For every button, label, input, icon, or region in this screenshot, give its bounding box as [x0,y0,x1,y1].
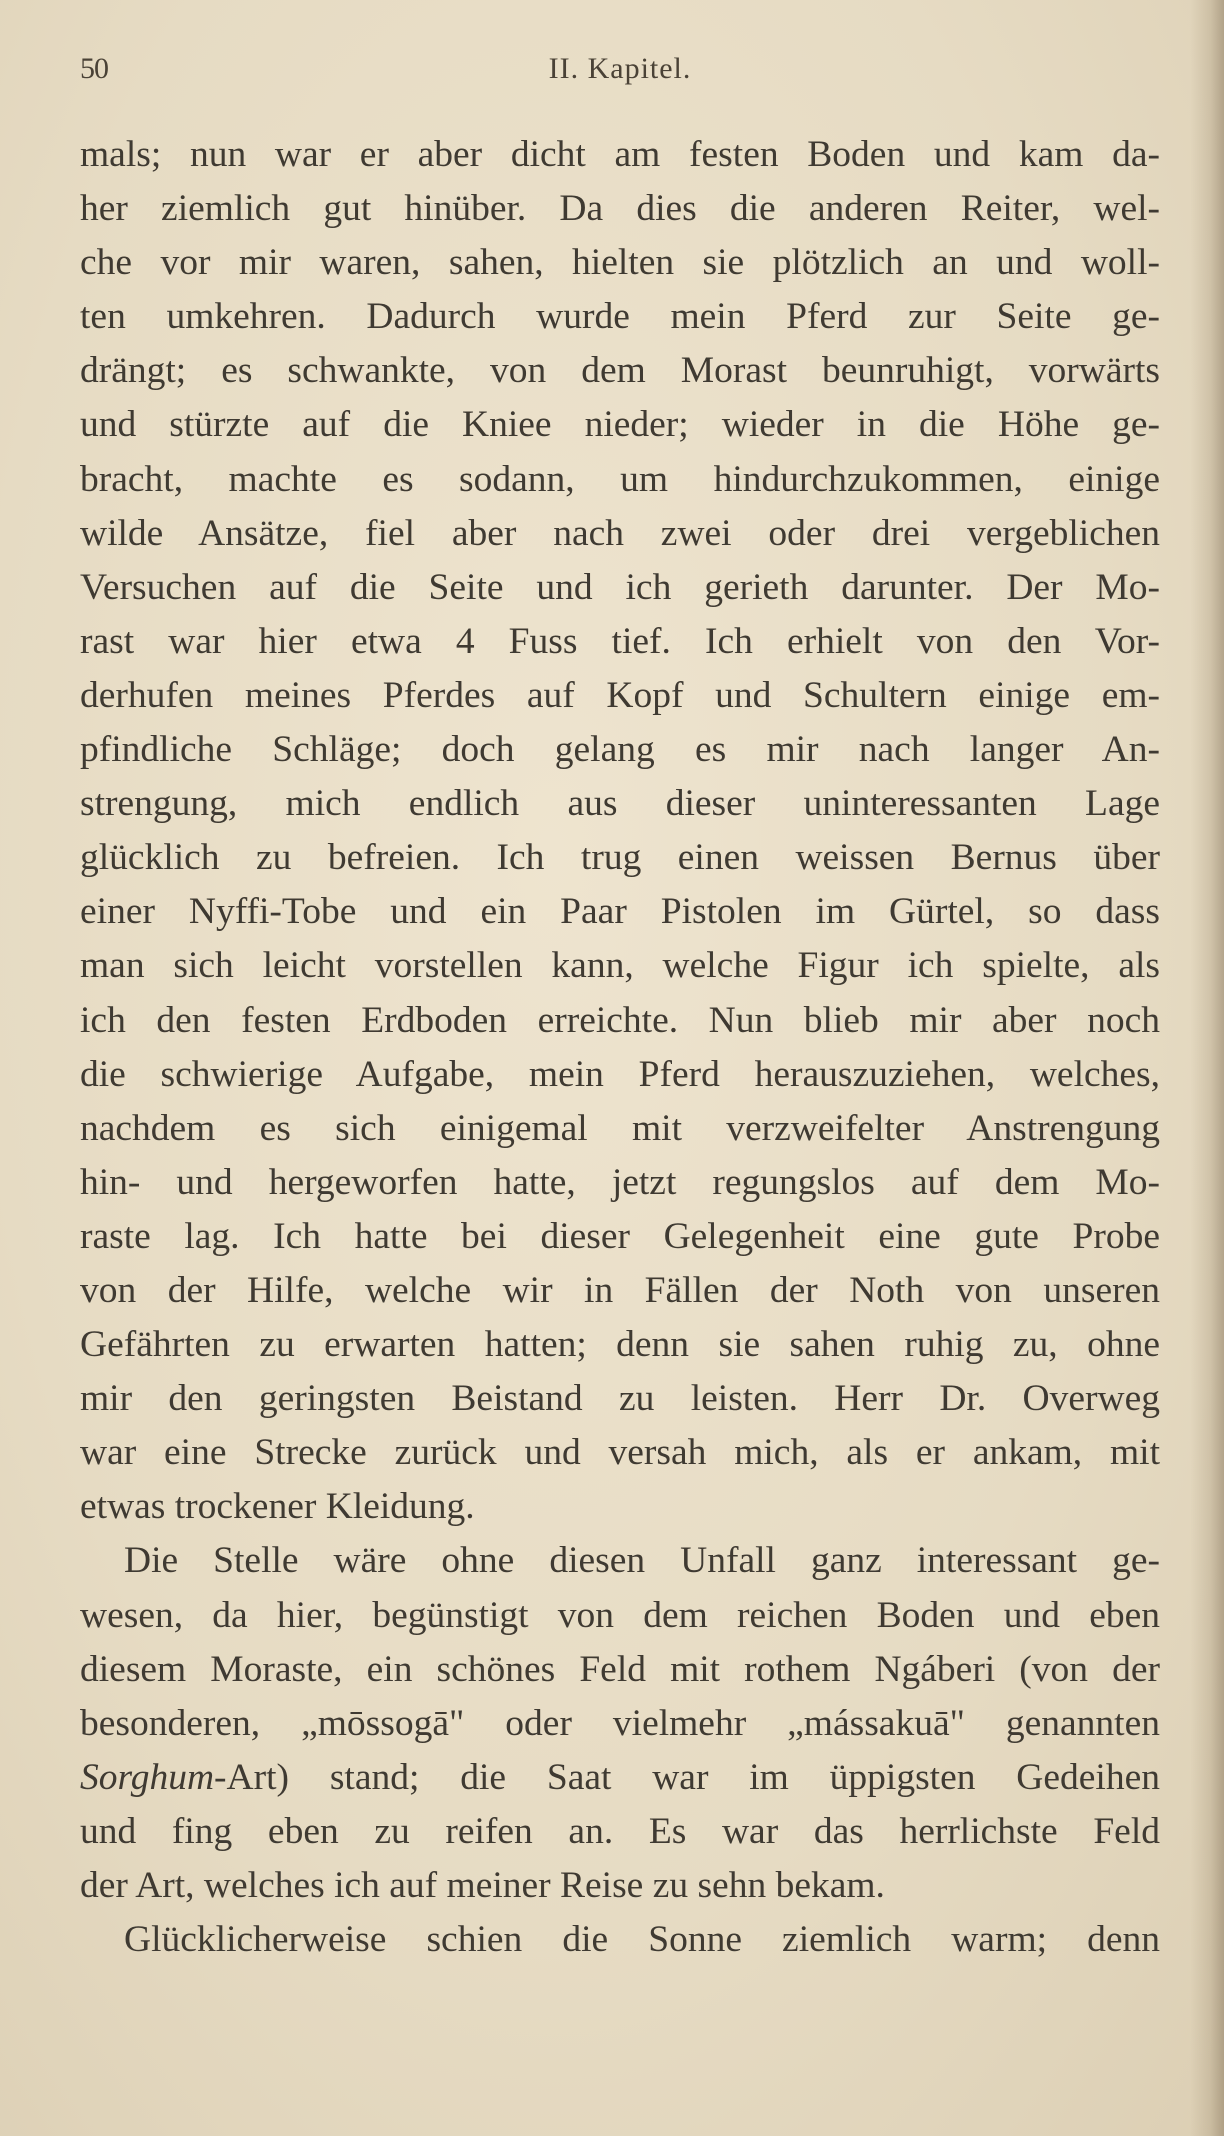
text-line: glücklich zu befreien. Ich trug einen weissen Bernus über [80,837,1160,879]
text-line: hin- und hergeworfen hatte, jetzt regungslos auf dem Mo- [80,1161,1160,1203]
text-line: Die Stelle wäre ohne diesen Unfall ganz interessant ge- [124,1540,1160,1582]
text-line: che vor mir waren, sahen, hielten sie plötzlich an und woll- [80,242,1160,284]
text-line: nachdem es sich einigemal mit verzweifelter Anstrengung [80,1107,1160,1149]
text-line: der Art, welches ich auf meiner Reise zu sehn bekam. [80,1865,885,1906]
text-line: besonderen, „mōssogā" oder vielmehr „mássakuā" genannten [80,1702,1160,1744]
text-line: ten umkehren. Dadurch wurde mein Pferd zur Seite ge- [80,296,1160,338]
page-number: 50 [80,52,108,85]
text-line: bracht, machte es sodann, um hindurchzukommen, einige [80,458,1160,500]
text-line-rest: Art) stand; die Saat war im üppigsten Gedeihen [226,1756,1160,1798]
text-line: man sich leicht vorstellen kann, welche Figur ich spielte, als [80,945,1160,987]
italic-word: Sorghum- [80,1756,227,1798]
text-line: her ziemlich gut hinüber. Da dies die anderen Reiter, wel- [80,188,1160,230]
text-line: mir den geringsten Beistand zu leisten. Herr Dr. Overweg [80,1378,1160,1420]
text-line-with-italic [80,1751,1160,1805]
text-line: derhufen meines Pferdes auf Kopf und Schultern einige em- [80,674,1160,716]
text-line: Gefährten zu erwarten hatten; denn sie sahen ruhig zu, ohne [80,1324,1160,1366]
text-line: Versuchen auf die Seite und ich gerieth darunter. Der Mo- [80,566,1160,608]
text-line: einer Nyffi-Tobe und ein Paar Pistolen im Gürtel, so dass [80,891,1160,933]
text-line: ich den festen Erdboden erreichte. Nun blieb mir aber noch [80,999,1160,1041]
text-line: etwas trockener Kleidung. [80,1486,475,1528]
text-line: raste lag. Ich hatte bei dieser Gelegenheit eine gute Probe [80,1215,1160,1257]
text-line: Glücklicherweise schien die Sonne ziemlich warm; denn [124,1919,1160,1961]
page-header [80,52,1160,92]
text-line: mals; nun war er aber dicht am festen Boden und kam da- [80,134,1160,175]
text-line: und fing eben zu reifen an. Es war das herrlichste Feld [80,1810,1160,1852]
spine-shadow [1190,0,1224,2136]
text-line: wesen, da hier, begünstigt von dem reichen Boden und eben [80,1594,1160,1636]
text-line: von der Hilfe, welche wir in Fällen der Noth von unseren [80,1269,1160,1311]
text-line: drängt; es schwankte, von dem Morast beunruhigt, vorwärts [80,350,1160,392]
text-line: und stürzte auf die Kniee nieder; wieder in die Höhe ge- [80,404,1160,446]
text-line: pfindliche Schläge; doch gelang es mir nach langer An- [80,729,1160,771]
text-line: diesem Moraste, ein schönes Feld mit rothem Ngáberi (von der [80,1648,1160,1690]
text-line: strengung, mich endlich aus dieser uninteressanten Lage [80,783,1160,825]
body-text [80,128,1160,1967]
text-line: war eine Strecke zurück und versah mich, als er ankam, mit [80,1432,1160,1474]
text-line: wilde Ansätze, fiel aber nach zwei oder drei vergeblichen [80,512,1160,554]
text-line: die schwierige Aufgabe, mein Pferd herauszuziehen, welches, [80,1053,1160,1095]
running-head: II. Kapitel. [548,52,692,85]
text-line: rast war hier etwa 4 Fuss tief. Ich erhielt von den Vor- [80,620,1160,662]
